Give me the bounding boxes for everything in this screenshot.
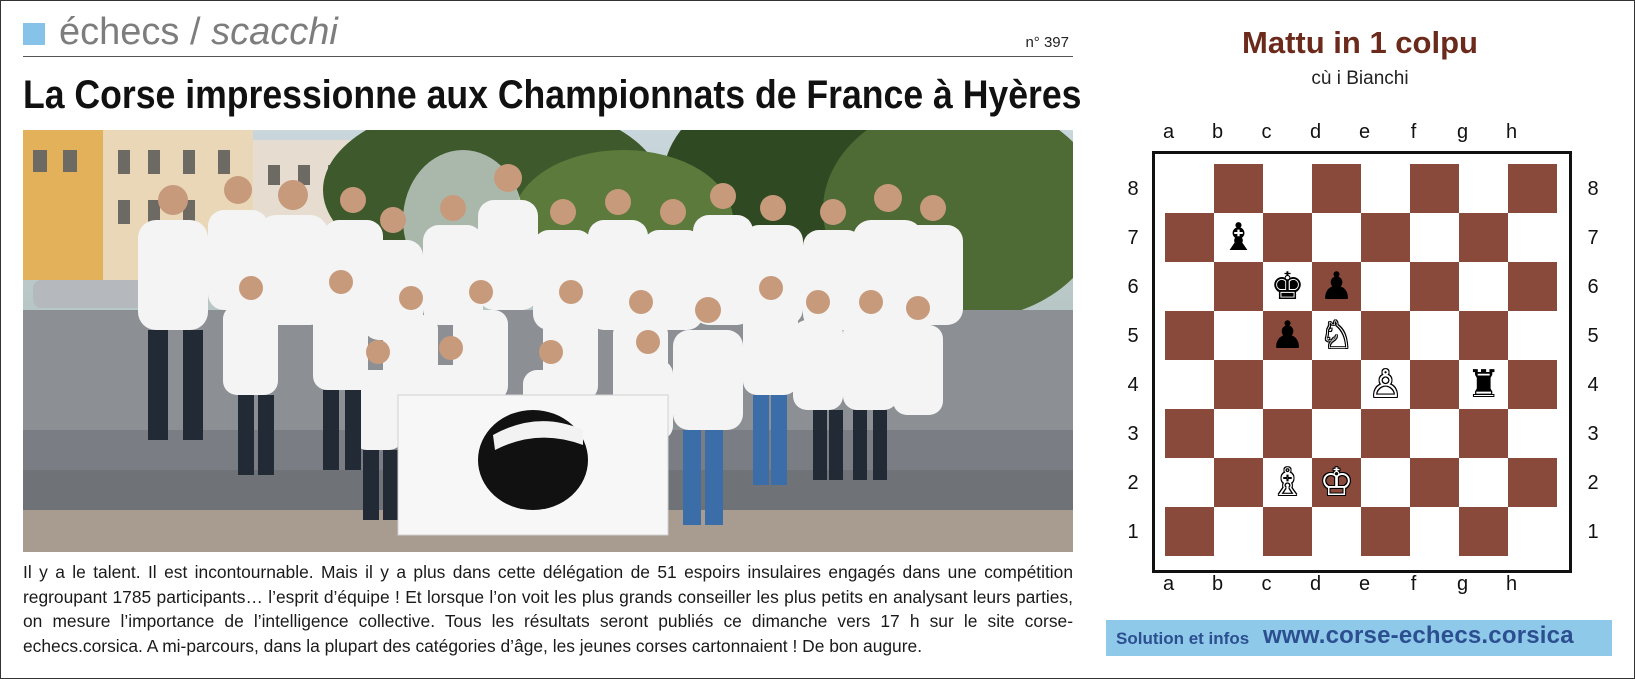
square-g3 [1459,409,1508,458]
square-f1 [1410,507,1459,556]
square-e7 [1361,213,1410,262]
square-d5 [1312,311,1361,360]
black-bishop-icon: ♝ [1221,215,1256,259]
square-a1 [1165,507,1214,556]
puzzle-subtitle: cù i Bianchi [1311,68,1409,89]
square-g5 [1459,311,1508,360]
square-b6 [1214,262,1263,311]
rank-label-left: 7 [1127,226,1139,249]
white-knight-icon: ♘ [1319,313,1354,357]
section-title [59,10,338,54]
square-c3 [1263,409,1312,458]
solution-bar [1106,620,1612,656]
rank-label-right: 7 [1587,226,1599,249]
rank-label-left: 6 [1127,275,1139,298]
square-b1 [1214,507,1263,556]
square-a8 [1165,164,1214,213]
square-b5 [1214,311,1263,360]
file-label-bottom: b [1211,573,1224,595]
rank-label-left: 2 [1127,471,1139,494]
rank-label-left: 3 [1127,422,1139,445]
square-g4 [1459,360,1508,409]
square-g7 [1459,213,1508,262]
file-label-top: a [1162,121,1175,143]
square-e4 [1361,360,1410,409]
square-a5 [1165,311,1214,360]
square-d7 [1312,213,1361,262]
black-rook-icon: ♜ [1466,362,1501,406]
white-king-icon: ♔ [1319,460,1354,504]
square-f4 [1410,360,1459,409]
rank-label-right: 2 [1587,471,1599,494]
rank-label-right: 1 [1587,520,1599,543]
square-b3 [1214,409,1263,458]
square-a4 [1165,360,1214,409]
square-a6 [1165,262,1214,311]
article-body: Il y a le talent. Il est incontournable. Mais il y a plus dans cette délégation de 51 espoirs insulaires engagés dans une compétition regroupant 1785 participants… l’esprit d’équipe ! Et lorsque l’on voit les plus grands conseiller les plus petits en analysant leurs parties, on mesure l’importance de l’intelligence collective. Tous les résultats seront publiés ce dimanche vers 17 h sur le site corse-echecs.corsica. A mi-parcours, dans la plupart des catégories d’âge, les jeunes corses cartonnaient ! De bon augure. [23,562,1073,656]
square-g8 [1459,164,1508,213]
file-label-bottom: f [1410,573,1417,595]
square-h5 [1508,311,1557,360]
file-label-top: b [1211,121,1224,143]
square-c7 [1263,213,1312,262]
square-b4 [1214,360,1263,409]
white-bishop-icon: ♗ [1270,460,1305,504]
square-b2 [1214,458,1263,507]
rank-label-left: 4 [1127,373,1139,396]
square-h2 [1508,458,1557,507]
square-f8 [1410,164,1459,213]
chess-board [1165,164,1557,556]
square-e3 [1361,409,1410,458]
rank-label-left: 8 [1127,177,1139,200]
square-c6 [1263,262,1312,311]
file-label-bottom: g [1456,573,1469,595]
black-pawn-icon: ♟ [1270,313,1305,357]
file-label-top: e [1358,121,1371,143]
file-label-top: d [1309,121,1322,143]
solution-label: Solution et infos [1116,629,1250,648]
square-c4 [1263,360,1312,409]
article-headline: La Corse impressionne aux Championnats de France à Hyères [23,73,1082,117]
square-c5 [1263,311,1312,360]
square-e2 [1361,458,1410,507]
square-c8 [1263,164,1312,213]
square-f7 [1410,213,1459,262]
square-e6 [1361,262,1410,311]
file-label-bottom: h [1505,573,1518,595]
rank-label-left: 5 [1127,324,1139,347]
square-e5 [1361,311,1410,360]
square-h6 [1508,262,1557,311]
square-g1 [1459,507,1508,556]
square-d2 [1312,458,1361,507]
square-a3 [1165,409,1214,458]
file-label-bottom: e [1358,573,1371,595]
rank-label-right: 5 [1587,324,1599,347]
square-f6 [1410,262,1459,311]
article-photo [23,130,1073,552]
section-title-italic: scacchi [211,11,338,53]
square-h7 [1508,213,1557,262]
file-label-top: c [1261,121,1272,143]
square-g2 [1459,458,1508,507]
square-d4 [1312,360,1361,409]
white-pawn-icon: ♙ [1368,362,1403,406]
puzzle-title: Mattu in 1 colpu [1242,25,1478,60]
square-a7 [1165,213,1214,262]
solution-url[interactable]: www.corse-echecs.corsica [1263,622,1574,649]
square-h8 [1508,164,1557,213]
file-label-top: f [1410,121,1417,143]
square-f2 [1410,458,1459,507]
section-header [23,10,1073,54]
square-g6 [1459,262,1508,311]
rank-label-right: 4 [1587,373,1599,396]
header-rule [23,56,1073,57]
square-e1 [1361,507,1410,556]
square-h1 [1508,507,1557,556]
file-label-bottom: c [1261,573,1272,595]
square-e8 [1361,164,1410,213]
square-d3 [1312,409,1361,458]
rank-label-left: 1 [1127,520,1139,543]
square-d8 [1312,164,1361,213]
file-label-top: h [1505,121,1518,143]
file-label-bottom: a [1162,573,1175,595]
square-a2 [1165,458,1214,507]
rank-label-right: 8 [1587,177,1599,200]
square-h4 [1508,360,1557,409]
rank-label-right: 6 [1587,275,1599,298]
file-label-bottom: d [1309,573,1322,595]
square-h3 [1508,409,1557,458]
rank-label-right: 3 [1587,422,1599,445]
square-b8 [1214,164,1263,213]
square-d1 [1312,507,1361,556]
issue-number: n° 397 [1025,34,1069,51]
chess-board-frame [1152,151,1572,573]
square-c1 [1263,507,1312,556]
black-pawn-icon: ♟ [1319,264,1354,308]
square-f3 [1410,409,1459,458]
square-b7 [1214,213,1263,262]
section-title-main: échecs / [59,11,212,53]
black-king-icon: ♚ [1270,264,1305,308]
section-marker-square [23,23,45,45]
square-c2 [1263,458,1312,507]
square-d6 [1312,262,1361,311]
square-f5 [1410,311,1459,360]
file-label-top: g [1456,121,1469,143]
